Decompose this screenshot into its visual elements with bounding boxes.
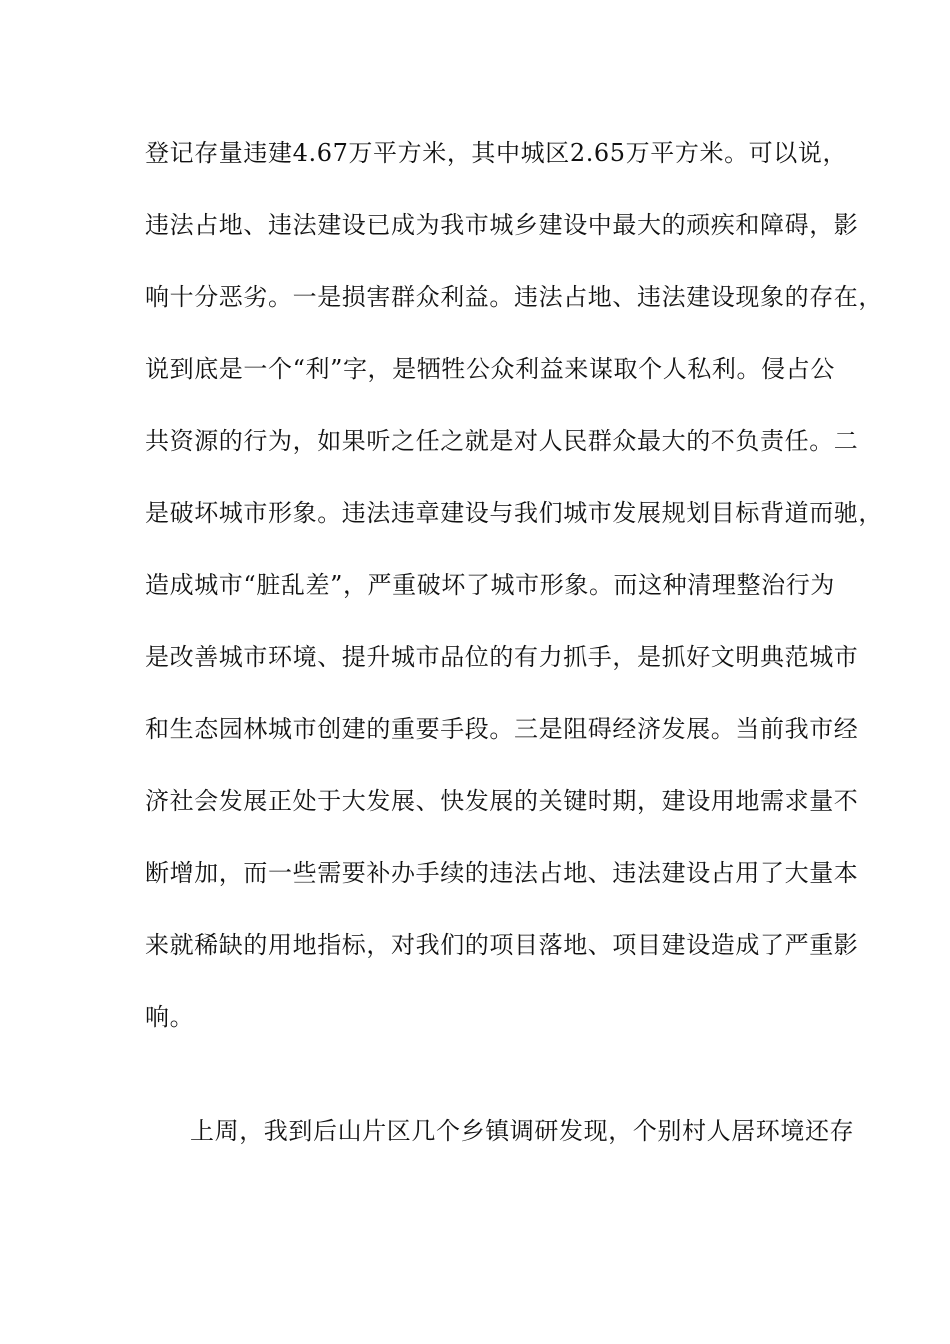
paragraph-1-line-6: 是破坏城市形象。违法违章建设与我们城市发展规划目标背道而驰， <box>145 499 883 527</box>
paragraph-1-line-7: 造成城市“脏乱差”，严重破坏了城市形象。而这种清理整治行为 <box>145 571 835 599</box>
paragraph-1-line-5: 共资源的行为，如果听之任之就是对人民群众最大的不负责任。二 <box>145 427 859 455</box>
paragraph-1-line-8: 是改善城市环境、提升城市品位的有力抓手，是抓好文明典范城市 <box>145 643 859 671</box>
paragraph-2-line-1: 上周，我到后山片区几个乡镇调研发现，个别村人居环境还存 <box>190 1117 855 1145</box>
paragraph-1-line-13: 响。 <box>145 1003 195 1031</box>
paragraph-1-line-9: 和生态园林城市创建的重要手段。三是阻碍经济发展。当前我市经 <box>145 715 859 743</box>
paragraph-1-line-11: 断增加，而一些需要补办手续的违法占地、违法建设占用了大量本 <box>145 859 859 887</box>
paragraph-1-line-1: 登记存量违建4.67万平方米，其中城区2.65万平方米。可以说， <box>145 139 848 167</box>
paragraph-1-line-10: 济社会发展正处于大发展、快发展的关键时期，建设用地需求量不 <box>145 787 859 815</box>
paragraph-1-line-4: 说到底是一个“利”字，是牺牲公众利益来谋取个人私利。侵占公 <box>145 355 835 383</box>
paragraph-1-line-3: 响十分恶劣。一是损害群众利益。违法占地、违法建设现象的存在， <box>145 283 883 311</box>
paragraph-1-line-2: 违法占地、违法建设已成为我市城乡建设中最大的顽疾和障碍，影 <box>145 211 859 239</box>
paragraph-1-line-12: 来就稀缺的用地指标，对我们的项目落地、项目建设造成了严重影 <box>145 931 859 959</box>
